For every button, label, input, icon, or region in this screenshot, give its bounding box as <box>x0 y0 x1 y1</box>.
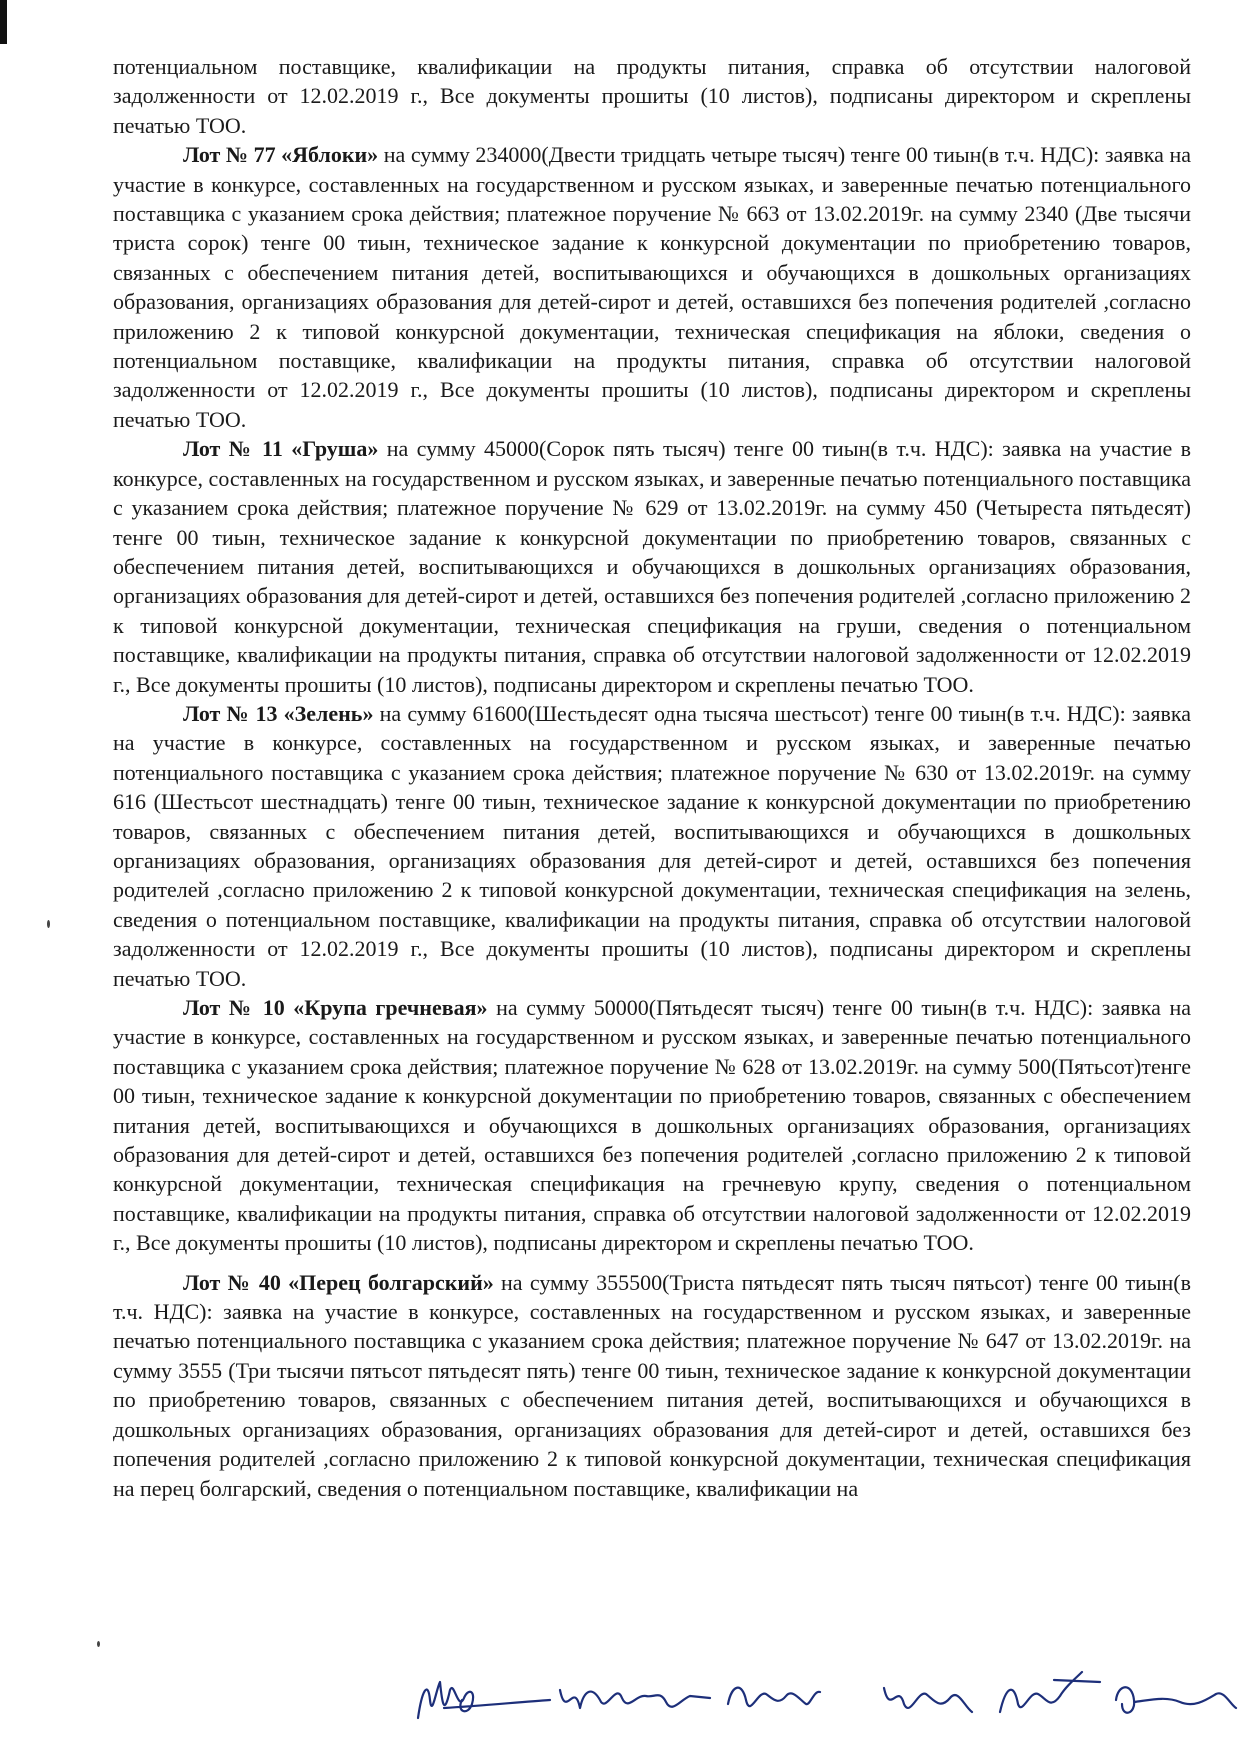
lot-heading: Лот № 77 «Яблоки» <box>183 142 379 168</box>
paragraph-lot-10 <box>113 993 1191 1258</box>
paragraph-text: на сумму 50000(Пятьдесят тысяч) тенге 00 тиын(в т.ч. НДС): заявка на участие в конкурсе, составленных на государственном и русском языках, и заверенные печатью потенциального поставщика с указанием срока действия; платежное поручение № 628 от 13.02.2019г. на сумму 500(Пятьсот)тенге 00 тиын, техническое задание к конкурсной документации по приобретению товаров, связанных с обеспечением питания детей, воспитывающихся и обучающихся в дошкольных организациях образования, организациях образования для детей-сирот и детей, оставшихся без попечения родителей ,согласно приложению 2 к типовой конкурсной документации, техническая спецификация на гречневую крупу, сведения о потенциальном поставщике, квалификации на продукты питания, справка об отсутствии налоговой задолженности от 12.02.2019 г., Все документы прошиты (10 листов), подписаны директором и скреплены печатью ТОО. <box>113 995 1191 1256</box>
lot-heading: Лот № 10 «Крупа гречневая» <box>183 995 488 1020</box>
lot-heading: Лот № 13 «Зелень» <box>183 700 374 726</box>
paragraph-text: на сумму 355500(Триста пятьдесят пять тысяч пятьсот) тенге 00 тиын(в т.ч. НДС): заявка на участие в конкурсе, составленных на государственном и русском языках, и заверенные печатью потенциального поставщика с указанием срока действия; платежное поручение № 647 от 13.02.2019г. на сумму 3555 (Три тысячи пятьсот пятьдесят пять) тенге 00 тиын, техническое задание к конкурсной документации по приобретению товаров, связанных с обеспечением питания детей, воспитывающихся и обучающихся в дошкольных организациях образования, организациях образования для детей-сирот и детей, оставшихся без попечения родителей ,согласно приложению 2 к типовой конкурсной документации, техническая спецификация на перец болгарский, сведения о потенциальном поставщике, квалификации на <box>113 1269 1191 1501</box>
paragraph-lot-77 <box>113 140 1191 434</box>
scan-speck <box>47 920 50 928</box>
paragraph-text: на сумму 234000(Двести тридцать четыре тысяч) тенге 00 тиын(в т.ч. НДС): заявка на участие в конкурсе, составленных на государственном и русском языках, и заверенные печатью потенциального поставщика с указанием срока действия; платежное поручение № 663 от 13.02.2019г. на сумму 2340 (Две тысячи триста сорок) тенге 00 тиын, техническое задание к конкурсной документации по приобретению товаров, связанных с обеспечением питания детей, воспитывающихся и обучающихся в дошкольных организациях образования, организациях образования для детей-сирот и детей, оставшихся без попечения родителей ,согласно приложению 2 к типовой конкурсной документации, техническая спецификация на яблоки, сведения о потенциальном поставщике, квалификации на продукты питания, справка об отсутствии налоговой задолженности от 12.02.2019 г., Все документы прошиты (10 листов), подписаны директором и скреплены печатью ТОО. <box>113 142 1191 432</box>
document-page <box>113 52 1191 1503</box>
lot-heading: Лот № 40 «Перец болгарский» <box>183 1269 494 1295</box>
paragraph-lot-13 <box>113 699 1191 993</box>
scan-edge-mark <box>0 0 7 44</box>
handwritten-signatures <box>410 1660 1240 1730</box>
paragraph-continuation <box>113 52 1191 140</box>
paragraph-text: на сумму 45000(Сорок пять тысяч) тенге 00 тиын(в т.ч. НДС): заявка на участие в конкурсе, составленных на государственном и русском языках, и заверенные печатью потенциального поставщика с указанием срока действия; платежное поручение № 629 от 13.02.2019г. на сумму 450 (Четыреста пятьдесят) тенге 00 тиын, техническое задание к конкурсной документации по приобретению товаров, связанных с обеспечением питания детей, воспитывающихся и обучающихся в дошкольных организациях образования, организациях образования для детей-сирот и детей, оставшихся без попечения родителей ,согласно приложению 2 к типовой конкурсной документации, техническая спецификация на груши, сведения о потенциальном поставщике, квалификации на продукты питания, справка об отсутствии налоговой задолженности от 12.02.2019 г., Все документы прошиты (10 листов), подписаны директором и скреплены печатью ТОО. <box>113 436 1191 697</box>
paragraph-lot-11 <box>113 434 1191 699</box>
paragraph-text: на сумму 61600(Шестьдесят одна тысяча шестьсот) тенге 00 тиын(в т.ч. НДС): заявка на участие в конкурсе, составленных на государственном и русском языках, и заверенные печатью потенциального поставщика с указанием срока действия; платежное поручение № 630 от 13.02.2019г. на сумму 616 (Шестьсот шестнадцать) тенге 00 тиын, техническое задание к конкурсной документации по приобретению товаров, связанных с обеспечением питания детей, воспитывающихся и обучающихся в дошкольных организациях образования, организациях образования для детей-сирот и детей, оставшихся без попечения родителей ,согласно приложению 2 к типовой конкурсной документации, техническая спецификация на зелень, сведения о потенциальном поставщике, квалификации на продукты питания, справка об отсутствии налоговой задолженности от 12.02.2019 г., Все документы прошиты (10 листов), подписаны директором и скреплены печатью ТОО. <box>113 700 1192 991</box>
paragraph-text: потенциальном поставщике, квалификации на продукты питания, справка об отсутствии налоговой задолженности от 12.02.2019 г., Все документы прошиты (10 листов), подписаны директором и скреплены печатью ТОО. <box>113 54 1191 138</box>
paragraph-lot-40 <box>113 1268 1191 1503</box>
lot-heading: Лот № 11 «Груша» <box>183 436 379 462</box>
scan-speck <box>97 1641 100 1647</box>
